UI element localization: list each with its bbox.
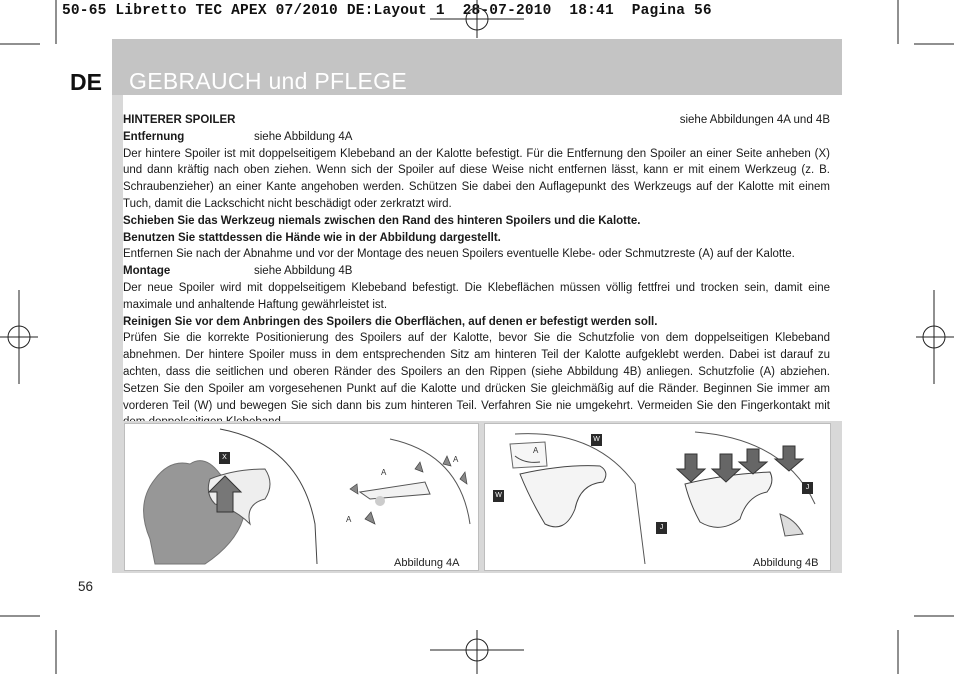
removal-ref: siehe Abbildung 4A [254, 130, 353, 143]
print-slug: 50-65 Libretto TEC APEX 07/2010 DE:Layout 1 28-07-2010 18:41 Pagina 56 [62, 3, 712, 19]
figure-4b [484, 423, 831, 571]
removal-subheading [123, 129, 830, 146]
section-heading-row [123, 112, 830, 129]
mount-ref: siehe Abbildung 4B [254, 265, 353, 278]
section-title: HINTERER SPOILER [123, 114, 236, 126]
positioning-paragraph: Prüfen Sie die korrekte Positionierung des Spoilers auf der Kalotte, bevor Sie die Schutzfolie von dem doppelseitigen Klebeband abnehmen. Der hintere Spoiler muss in dem entsprechenden Sitz am hinteren Teil der Kalotte aufgeklebt werden. Dabei ist darauf zu achten, dass die seitlichen und oberen Ränder des Spoilers an den Rippen (siehe Abbildung 4B) anliegen. Schutzfolie (A) abziehen. Setzen Sie den Spoiler am vorgesehenen Punkt auf die Kalotte und drücken Sie gleichmäßig auf die Ränder. Beginnen Sie immer am vorderen Teil (W) und bewegen Sie sich dann bis zum hinteren Teil. Verfahren Sie nie umgekehrt. Vermeiden Sie den Fingerkontakt mit [123, 332, 830, 412]
figure-4b-caption: Abbildung 4B [753, 557, 819, 569]
registration-mark-right [916, 290, 954, 384]
figure-4a [124, 423, 479, 571]
registration-mark-bottom [430, 630, 524, 674]
tag-j-right: J [802, 482, 813, 494]
section-figure-ref: siehe Abbildungen 4A und 4B [679, 114, 830, 126]
tag-j-left: J [656, 522, 667, 534]
label-a-1: A [381, 468, 387, 477]
label-a-tape: A [533, 446, 539, 455]
page-title: GEBRAUCH und PFLEGE [129, 68, 407, 94]
mount-subheading [123, 263, 830, 280]
registration-mark-left [0, 290, 38, 384]
removal-label: Entfernung [123, 130, 185, 143]
warning-tool: Schieben Sie das Werkzeug niemals zwischen den Rand des hinteren Spoilers und die Kalotte. [123, 214, 641, 227]
figure-4a-caption: Abbildung 4A [394, 557, 460, 569]
cleanup-paragraph: Entfernen Sie nach der Abnahme und vor der Montage des neuen Spoilers eventuelle Klebe- oder Schmutzreste (A) auf der Kalotte. [123, 248, 795, 261]
figures-band [112, 421, 842, 573]
removal-paragraph: Der hintere Spoiler ist mit doppelseitigem Klebeband an der Kalotte befestigt. Für die Entfernung den Spoiler an einer Seite anheben (X) und dann kräftig nach oben ziehen. Wenn sich der Spoiler auf diese Weise nicht entfernen lässt, kann er mit einem Werkzeug (z. B. Schraubenzieher) an einer Kante angehoben werden. Schützen Sie dabei den Auflagepunkt des Werkzeugs auf der Kalotte mit einem Tuch, damit die Lackschicht nicht beschädigt oder zerkratzt wird. [123, 147, 830, 210]
label-a-3: A [346, 515, 352, 524]
mount-label: Montage [123, 265, 171, 278]
registration-mark-top [430, 0, 524, 38]
warning-hands: Benutzen Sie stattdessen die Hände wie in der Abbildung dargestellt. [123, 231, 501, 244]
language-code: DE [70, 69, 102, 95]
page-number: 56 [78, 579, 94, 594]
section-content [123, 112, 830, 431]
tag-w-left: W [493, 490, 504, 502]
figure-4a-illustration [125, 424, 480, 572]
tag-w-top: W [591, 434, 602, 446]
tag-x: X [219, 452, 230, 464]
mount-paragraph: Der neue Spoiler wird mit doppelseitigem Klebeband befestigt. Die Klebeflächen müssen völlig fettfrei und trocken sein, damit eine maximale und anhaltende Haftung gewährleistet ist. [123, 281, 830, 311]
warning-clean: Reinigen Sie vor dem Anbringen des Spoilers die Oberflächen, auf denen er befestigt werden soll. [123, 315, 658, 328]
label-a-2: A [453, 455, 459, 464]
